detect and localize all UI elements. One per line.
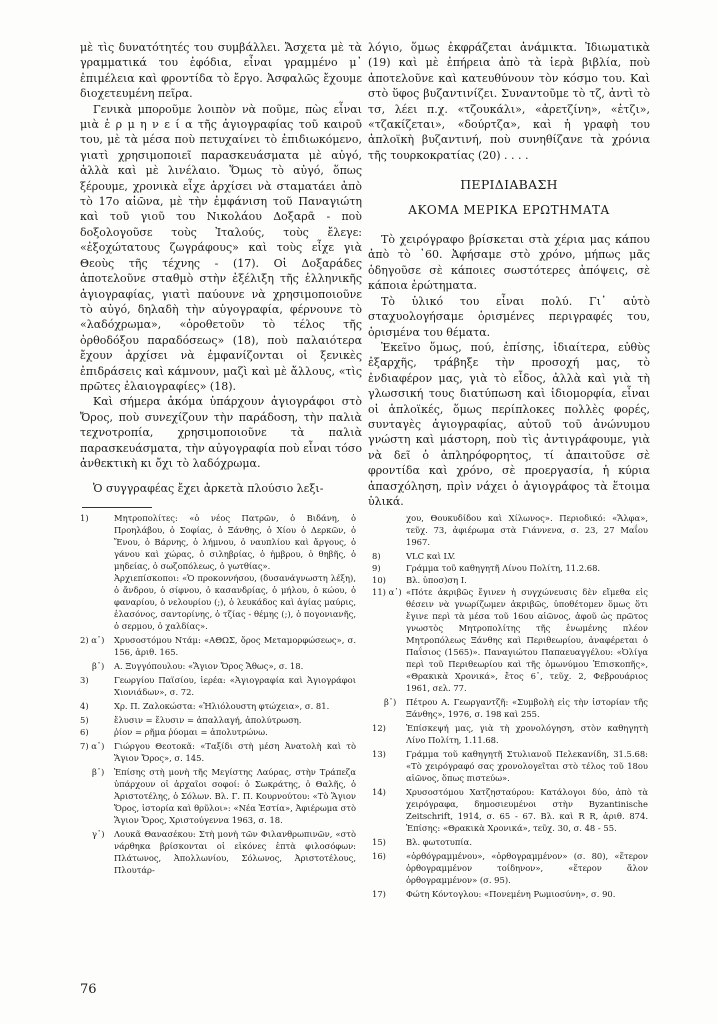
footnote-text: Φώτη Κόντογλου: «Πονεμένη Ρωμιοσύνη», σ. 90. [406,889,616,899]
footnote [372,888,648,900]
footnote [80,828,356,876]
footnote [372,836,648,848]
footnote-number: 4) [80,701,89,711]
paragraph: λόγιο, ὅμως ἐκφράζεται ἀνάμικτα. Ἰδιωματικὰ (19) καὶ μὲ ἐπήρεια ἀπὸ τὰ ἱερὰ βιβλία, ποὺ ἀποτελοῦνε καὶ κατευθύνουν τὸν κόσμο του. Καὶ στὸ ὕφος βυζαντινίζει. Συναντοῦμε τὸ τζ, ἀντὶ τὸ τσ, λέει π.χ. «τζουκάλι», «ἀρετζίνη», «ἐτζι», «τζακίζεται», «δούρτζα», καὶ ἡ γραφὴ του ἀπλοϊκὴ βυζαντινή, ποὺ συνηθίζανε τὰ χρόνια τῆς τουρκοκρατίας (20) . . . . [368,41,650,162]
footnote-number: β᾽) [384,697,397,707]
footnote-text: Ἐπίσης στὴ μονὴ τῆς Μεγίστης Λαύρας, στὴν Τράπεζα ὑπάρχουν οἱ ἀρχαῖοι σοφοί: ὁ Σωκράτης, ὁ Θαλῆς, ὁ Ἀριστοτέλης, ὁ Σόλων. Βλ. Γ. Π. Κουρνούτου: «Τὸ Ἅγιον Ὄρος, ἱστορία καὶ θρῦλοι»: «Νέα Ἑστία», Ἀφιέρωμα στὸ Ἅγιον Ὄρος, Χριστούγεννα 1963, σ. 18. [114,767,356,825]
footnote-number: 17) [372,889,386,899]
footnote [80,512,356,572]
footnote-text: ἔλυσιν = ἔλυσιν = ἀπαλλαγή, ἀπολύτρωση. [114,715,302,725]
footnote [372,696,648,720]
footnote [80,700,356,712]
footnote-text: Γράμμα τοῦ καθηγητῆ Στυλιανοῦ Πελεκανίδη, 31.5.68: «Τὸ χειρόγραφό σας χρονολογεῖται στὸ τέλος τοῦ 18ου αἰῶνος, ὅπως πιστεύω». [406,749,648,783]
footnote-number: 10) [372,575,386,585]
footnote [80,572,356,632]
footnote-number: γ᾽) [92,829,105,839]
footnote-divider [82,507,152,508]
footnote-number: 2) α᾽) [80,635,105,645]
footnote-number: 6) [80,727,89,737]
footnote-number: 13) [372,749,386,759]
paragraph: Ὁ συγγραφέας ἔχει ἀρκετὰ πλούσιο λεξι- [93,482,324,496]
footnote [372,574,648,586]
footnote-number: 5) [80,715,89,725]
page-number: 76 [80,982,97,997]
footnote [372,748,648,784]
footnote [80,674,356,698]
paragraph: Καὶ σήμερα ἀκόμα ὑπάρχουν ἁγιογράφοι στὸ Ὄρος, ποὺ συνεχίζουν τὴν παράδοση, τὴν παλιὰ τεχνοτροπία, χρησιμοποιοῦνε τὰ παλιὰ παρασκευάσματα, τὴν αὐγογραφία ποὺ εἶναι τόσο ἀνθεκτικὴ κι ὄχι τὸ λαδόχρωμα. [80,395,362,470]
footnote-number: 15) [372,837,386,847]
footnote-number: β᾽) [92,661,105,671]
footnote-text: Ἐπίσκεψή μας, γιὰ τὴ χρονολόγηση, στὸν καθηγητὴ Λίνο Πολίτη, 1.11.68. [406,723,648,745]
footnote-number: 7) α᾽) [80,741,105,751]
footnote-number: 3) [80,675,89,685]
footnote-text: χου, Θουκυδίδου καὶ Χίλωνος». Περιοδικό: «Ἄλφα», τεῦχ. 73, ἀφιέρωμα στὰ Γιάννενα, σ. 23, 27 Μαΐου 1967. [406,513,648,547]
footnote-text: Ἀρχιεπίσκοποι: «Ὁ προκοννήσου, (δυσανάγνωστη λέξη), ὁ ἄνδρου, ὁ σίφνου, ὁ κασανδρίας, ὁ μήλου, ὁ κώου, ὁ φαναρίου, ὁ νελουρίου (;), ὁ λευκάδος καὶ ἁγίας μαύρις, ἐλασόνος, σαντορίνης, ὁ τζίας - θέμης (;), ὁ πογονιανῆς, ὁ σερμου, ὁ χαλδίας». [114,573,356,631]
paragraph: Ἐκεῖνο ὅμως, πού, ἐπίσης, ἰδιαίτερα, εὐθὺς ἐξαρχῆς, τράβηξε τὴν προσοχή μας, τὸ ἐνδιαφέρον μας, γιὰ τὸ εἶδος, ἀλλὰ καὶ γιὰ τὴ γλωσσική τους διατύπωση καὶ ἰδιομορφία, εἶναι οἱ ἁπλοϊκές, ὅμως περίπλοκες πολλὲς φορές, συνταγὲς ἁγιογραφίας, αὐτοῦ τοῦ ἀνώνυμου γνώστη καὶ μάστορη, ποὺ τὶς ἀντιγράφουμε, γιὰ νὰ δεῖ ὁ ἀπληρόφορητος, τί ἀπαιτοῦσε σὲ φροντίδα καὶ χρόνο, σὲ προεργασία, ἡ κύρια ἀπασχόληση, πρὶν νάχει ὁ ἁγιογράφος τὰ ἕτοιμα ὑλικά. [368,340,650,508]
section-title: ΠΕΡΙΔΙΑΒΑΣΗ [460,177,558,193]
footnote-text: «ὀρθόγραμμένου», «ὀρθογραμμένον» (σ. 80), «ἕτερον ὀρθογραμμένον τοίδηνον», «ἕτερον ἄλον ὀρθογραμμένον» (σ. 95). [406,851,648,885]
footnote [372,786,648,834]
footnote-number: 11) α᾽) [372,587,402,597]
footnote [80,714,356,726]
footnote-text: Γιώργου Θεοτοκᾶ: «Ταξίδι στὴ μέση Ἀνατολὴ καὶ τὸ Ἅγιον Ὄρος», σ. 145. [114,741,356,763]
footnote-text: «Πότε ἀκριβῶς ἔγινεν ἡ συγχώνευσις δὲν εἴμεθα εἰς θέσειν νὰ γνωρίζωμεν ἀκριβῶς, ὑποθέτομεν ὅμως ὅτι ἔγινε περὶ τὰ μέσα τοῦ 16ου αἰῶνος, ἀφοῦ ὡς πρῶτος γνωστὸς Μητροπολίτης τῆς ἑνωμένης πλέον Μητροπόλεως Ξάνθης καὶ Περιθεωρίου, ἀναφέρεται ὁ Παΐσιος (1565)». Παναγιώτου Παπαευαγγέλου: «Ὀλίγα περὶ τοῦ Περιθεωρίου καὶ τῆς ὁμωνύμου Ἐπισκοπῆς», «Θρακικὰ Χρονικά», ἔτος 6᾽, τεῦχ. 2, Φεβρουάριος 1961, σελ. 77. [406,587,648,693]
footnote-text: Χρυσοστόμου Χατζησταύρου: Κατάλογοι δύο, ἀπὸ τὰ χειρόγραφα, δημοσιευμένοι στὴν Byzantinische Zeitschrift, 1914, σ. 65 - 67. Βλ. καὶ R R, ἀριθ. 874. Ἐπίσης: «Θρακικὰ Χρονικά», τεῦχ. 30, σ. 48 - 55. [406,787,648,833]
section-subtitle: ΑΚΟΜΑ ΜΕΡΙΚΑ ΕΡΩΤΗΜΑΤΑ [408,202,610,217]
paragraph: μὲ τὶς δυνατότητές του συμβάλλει. Ἄσχετα μὲ τὰ γραμματικά του ἐφόδια, εἶναι γραμμένο μ᾽ ἐπιμέλεια καὶ φροντίδα τὸ ἔργο. Ἀσφαλῶς ἔχουμε διοχετευμένη πεῖρα. [80,41,362,101]
footnote-text: Χρυσοστόμου Ντάμ: «ΑΘΩΣ, ὄρος Μεταμορφώσεως», σ. 156, ἀριθ. 165. [114,635,356,657]
footnote-text: Βλ. φωτοτυπία. [406,837,472,847]
footnote-text: Βλ. ὑποσ)ση Ι. [406,575,467,585]
paragraph: Γενικὰ μποροῦμε λοιπὸν νὰ ποῦμε, πὼς εἶναι μιὰ ἑ ρ μ η ν ε ί α τῆς ἁγιογραφίας τοῦ καιροῦ του, μὲ τὰ μέσα ποὺ πετυχαίνει τὸ ἐπιδιωκόμενο, γιατὶ χρησιμοποιεῖ παρασκευάσματα μὲ αὐγό, ἀλλὰ καὶ μὲ λινέλαιο. Ὅμως τὸ αὐγό, ὅπως ξέρουμε, χρονικὰ εἶχε ἀρχίσει νὰ σταματάει ἀπὸ τὸ 17ο αἰῶνα, μὲ τὴν ἐμφάνιση τοῦ Παναγιώτη καὶ τοῦ γιοῦ του Νικολάου Δοξαρᾶ - ποὺ δοξολογοῦσε τοὺς Ἰταλούς, τοὺς ἔλεγε: «ἐξοχώτατους ζωγράφους» καὶ τοὺς εἶχε γιὰ Θεοὺς τῆς τέχνης - (17). Οἱ Δοξαράδες ἀποτελοῦνε σταθμὸ στὴν ἐξέλιξη τῆς ἑλληνικῆς ἁγιογραφίας, γιατὶ παύουνε νὰ χρησιμοποιοῦνε τὸ αὐγό, δηλαδὴ τὴν αὐγογραφία, φέρνουνε τὸ «λαδόχρωμα», «ὁροθετοῦν τὸ τέλος τῆς ὀρθοδόξου παραδόσεως» (18), ποὺ παλαιότερα ἔχουν ἀρχίσει νὰ ἐμφανίζονται οἱ ξενικὲς ἐπιδράσεις καὶ κάμνουν, μαζὶ καὶ μὲ ἄλλους, «τὶς πρῶτες ἐλαιογραφίες» (18). [80,102,362,393]
footnote-text: Α. Ξυγγόπουλου: «Ἅγιον Ὄρος Ἄθως», σ. 18. [114,661,304,671]
footnote [372,550,648,562]
footnote-text: VLC καὶ LV. [406,551,456,561]
footnote-number: 8) [372,551,381,561]
footnote [80,634,356,658]
footnote [372,850,648,886]
footnotes-left-column [80,512,356,876]
footnote-text: Γεωργίου Παϊσίου, ἱερέα: «Ἁγιογραφία καὶ Ἁγιογράφοι Χιονιάδων», σ. 72. [114,675,356,697]
footnote-text: Μητροπολίτες: «ὁ νέος Πατρῶν, ὁ Βιδάνη, ὁ Προηλάβου, ὁ Σοφίας, ὁ Ξάνθης, ὁ Χίου ὁ Δερκῶν, ὁ Ἔνου, ὁ Βάρνης, ὁ λήμνου, ὁ ναυπλίου καὶ ἄργους, ὁ γάνου καὶ χώρας, ὁ σιληβρίας, ὁ ἠμβρου, ὁ θηβῆς, ὁ μηδείας, ὁ σωζοπόλεως, ὁ γωτθίας». [114,513,356,571]
footnote [80,740,356,764]
footnote-number: 9) [372,563,381,573]
footnote [372,512,648,548]
footnotes-right-column [372,512,648,900]
main-text-right-column [368,40,650,509]
footnote-text: Πέτρου Α. Γεωργαντζῆ: «Συμβολὴ εἰς τὴν ἱστορίαν τῆς Ξάνθης», 1976, σ. 198 καὶ 255. [406,697,648,719]
footnote-number: 12) [372,723,386,733]
main-text-left-column [80,40,362,497]
footnote [372,586,648,694]
footnote [80,660,356,672]
footnote-number: 1) [80,513,89,523]
footnote-text: Λουκᾶ Θανασέκου: Στὴ μονὴ τῶν Φιλανθρωπινῶν, «στὸ νάρθηκα βρίσκονται οἱ εἰκόνες ἑπτὰ φιλοσόφων: Πλάτωνος, Ἀπολλωνίου, Σόλωνος, Ἀριστοτέλους, Πλουτάρ- [114,829,356,875]
paragraph: Τὸ χειρόγραφο βρίσκεται στὰ χέρια μας κάπου ἀπὸ τὸ ᾿60. Ἀφήσαμε στὸ χρόνο, μήπως μᾶς ὁδηγοῦσε σὲ κάποιες σωστότερες ἀπόψεις, σὲ κάποια ἐρώτηματα. [368,233,650,293]
footnote [80,726,356,738]
footnote-text: Χρ. Π. Ζαλοκώστα: «Ἡλιόλουστη φτώχεια», σ. 81. [114,701,330,711]
footnote-number: β᾽) [92,767,105,777]
footnote [372,722,648,746]
footnote [372,562,648,574]
footnote-text: Γράμμα τοῦ καθηγητῆ Λίνου Πολίτη, 11.2.68. [406,563,601,573]
footnote-number: 14) [372,787,386,797]
footnote-number: 16) [372,851,386,861]
footnote-text: ῥίον = ρῆμα ῥύομαι = ἀπολυτρώνω. [114,727,268,737]
footnote [80,766,356,826]
paragraph: Τὸ ὑλικό του εἶναι πολύ. Γι᾽ αὐτὸ σταχυολογήσαμε ὁρισμένες περιγραφές του, ὁρισμένα του θέματα. [368,294,650,339]
